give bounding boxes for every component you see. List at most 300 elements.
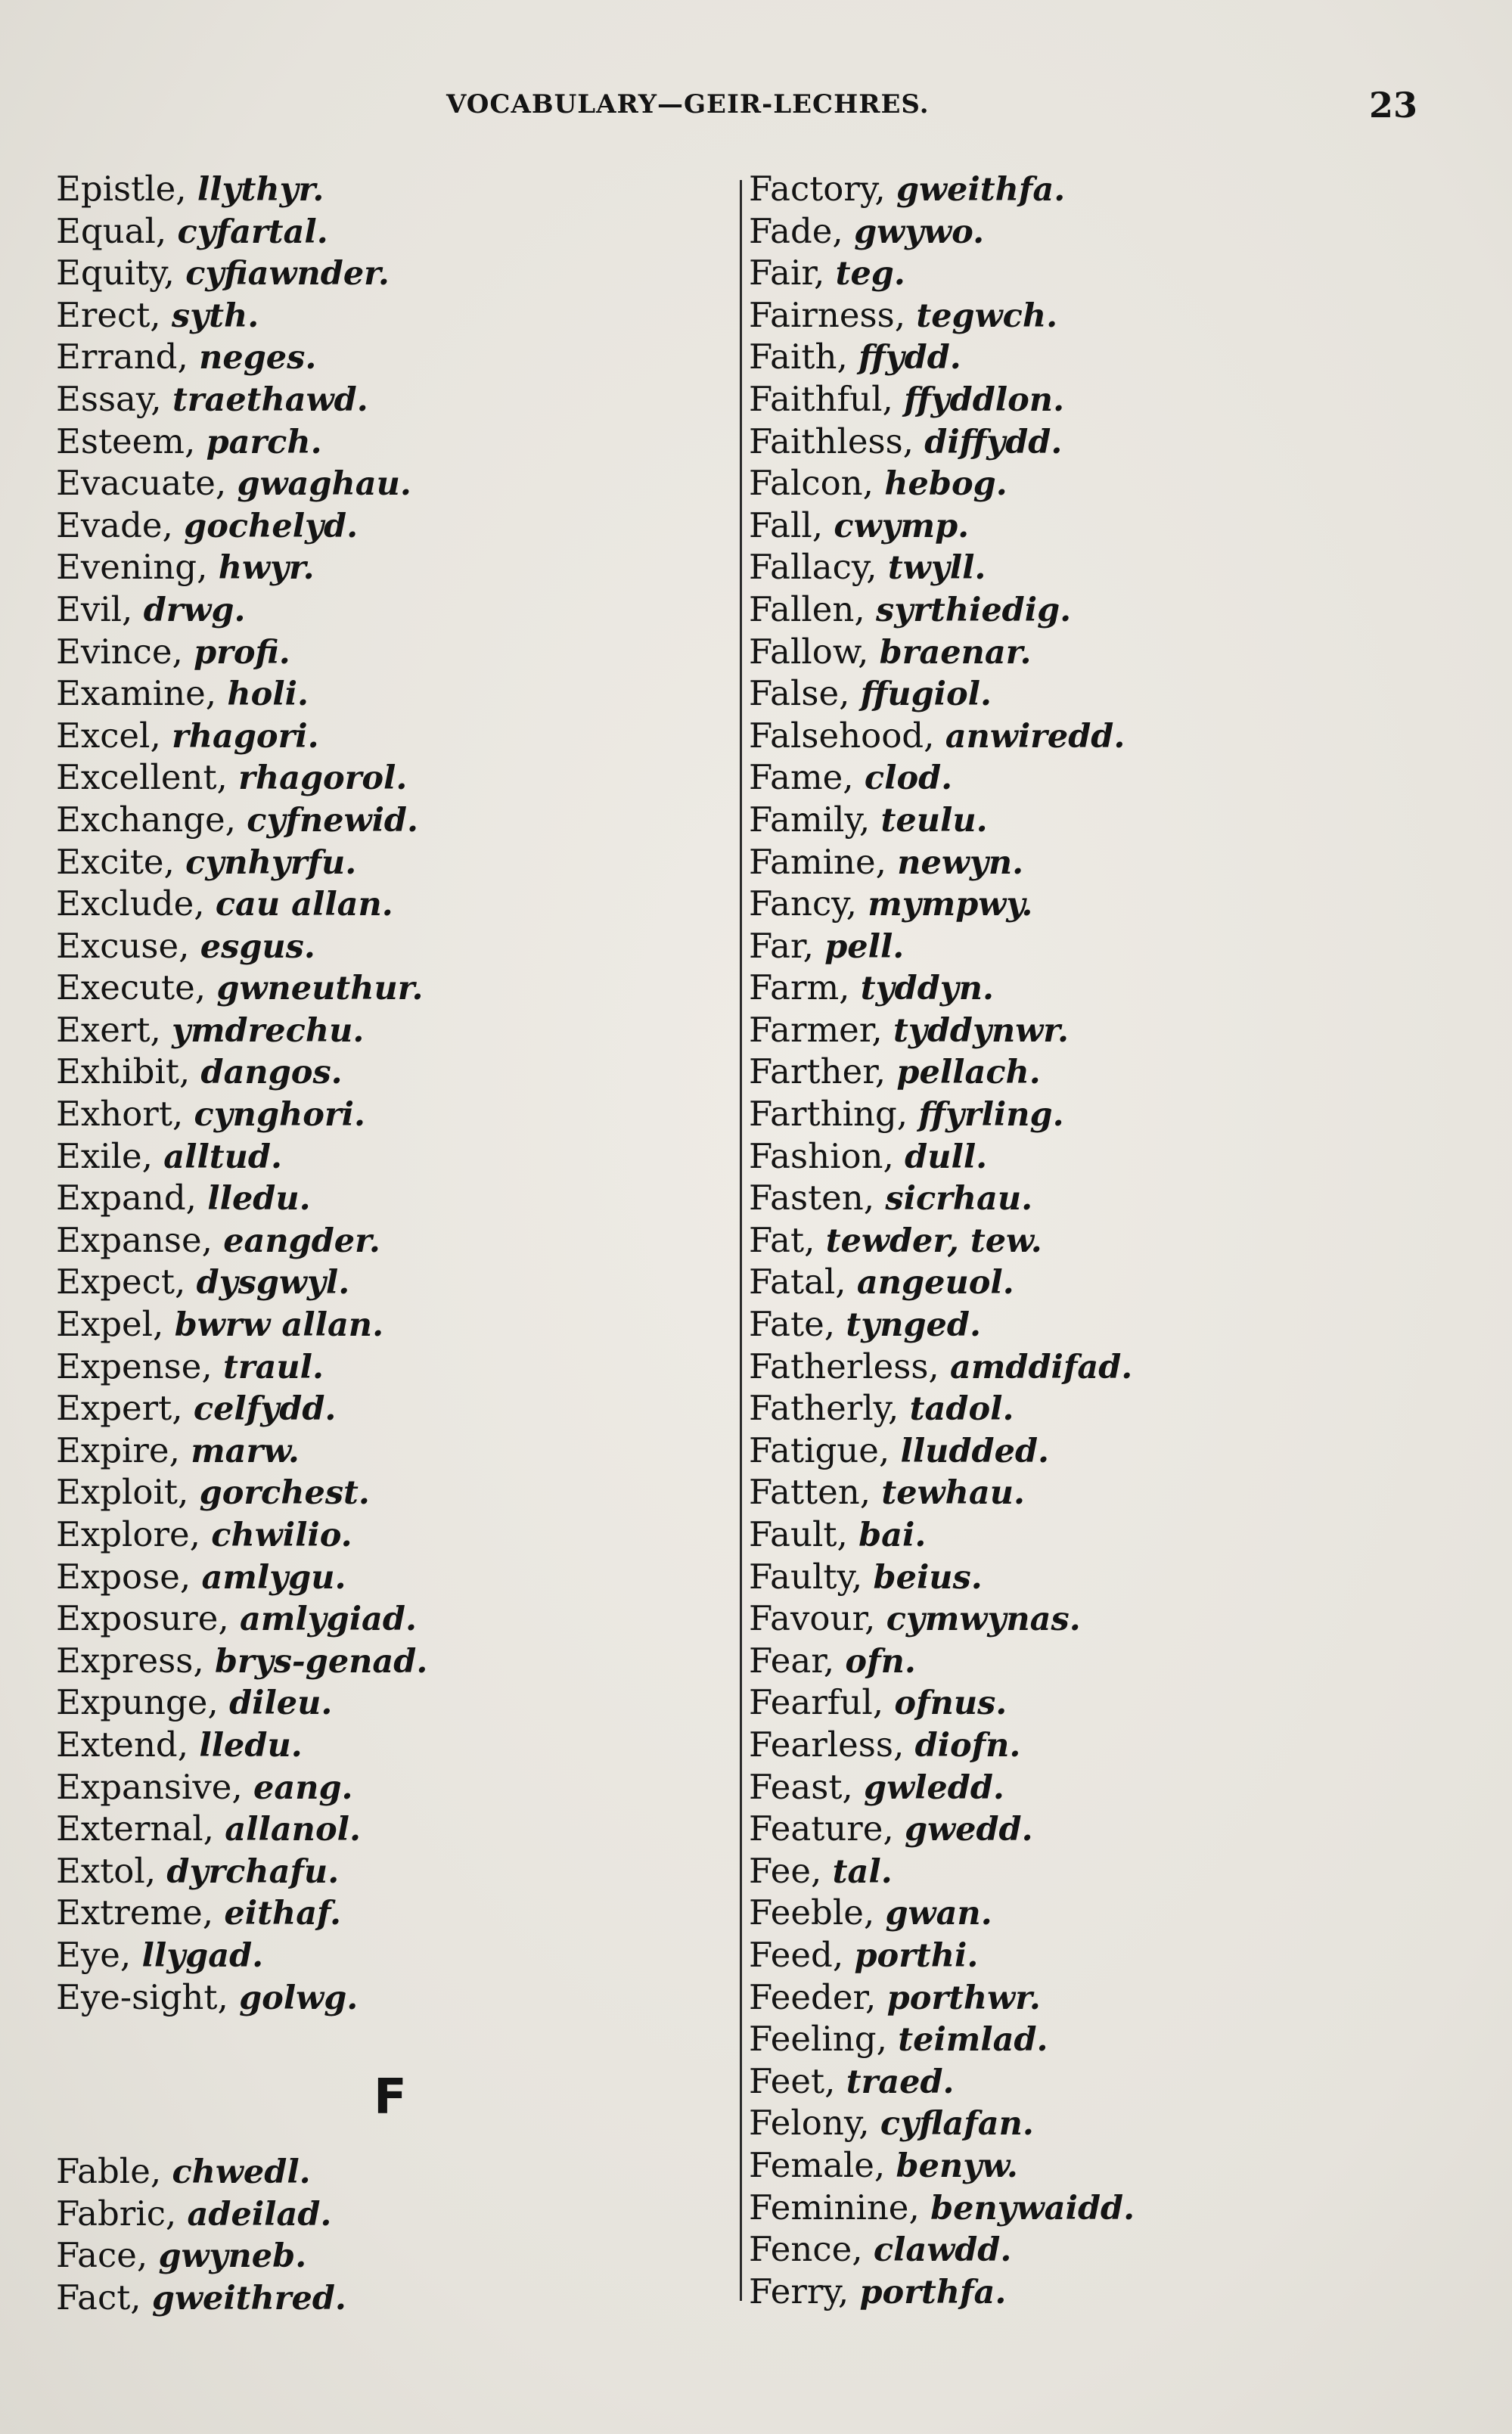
english-word: Feet, — [749, 2060, 836, 2101]
welsh-translation: cynghori. — [194, 1096, 365, 1135]
welsh-translation: adeilad. — [187, 2195, 332, 2234]
welsh-translation: golwg. — [239, 1979, 359, 2017]
welsh-translation: cau allan. — [215, 886, 393, 924]
welsh-translation: dyrchafu. — [166, 1852, 340, 1891]
welsh-translation: eithaf. — [224, 1895, 341, 1933]
english-word: Exploit, — [56, 1472, 189, 1513]
vocabulary-entry — [56, 1681, 427, 1724]
welsh-translation: amlygiad. — [239, 1600, 417, 1639]
vocabulary-entry — [56, 1892, 427, 1934]
welsh-translation: chwilio. — [211, 1517, 352, 1554]
english-word: Excellent, — [56, 757, 228, 798]
welsh-translation: dangos. — [200, 1054, 343, 1092]
vocabulary-entry — [749, 462, 1135, 504]
welsh-translation: marw. — [191, 1432, 300, 1470]
welsh-translation: ffyrling. — [918, 1096, 1064, 1135]
vocabulary-entry — [56, 546, 427, 588]
english-word: Fairness, — [749, 294, 906, 335]
english-word: Fashion, — [749, 1135, 894, 1176]
english-word: Evade, — [56, 504, 173, 545]
welsh-translation: llythyr. — [197, 171, 324, 209]
english-word: Farther, — [749, 1051, 886, 1092]
welsh-translation: lledu. — [199, 1726, 303, 1765]
welsh-translation: tewder, tew. — [825, 1222, 1042, 1260]
welsh-translation: tewhau. — [881, 1474, 1026, 1513]
welsh-translation: amddifad. — [950, 1348, 1133, 1386]
welsh-translation: gorchest. — [199, 1474, 370, 1513]
welsh-translation: lledu. — [207, 1180, 311, 1219]
welsh-translation: eangder. — [223, 1222, 380, 1260]
vocabulary-entry — [749, 1135, 1135, 1178]
welsh-translation: brys-genad. — [214, 1642, 428, 1681]
english-word: Fear, — [749, 1640, 835, 1681]
english-word: Explore, — [56, 1514, 200, 1554]
vocabulary-entry — [56, 715, 427, 757]
welsh-translation: gwaghau. — [237, 465, 411, 504]
english-word: Evil, — [56, 588, 133, 629]
welsh-translation: syrthiedig. — [876, 591, 1072, 629]
welsh-translation: tadol. — [909, 1390, 1014, 1429]
welsh-translation: sicrhau. — [885, 1180, 1033, 1219]
vocabulary-entry — [56, 1219, 427, 1262]
english-word: Face, — [56, 2235, 148, 2276]
vocabulary-entry — [56, 504, 427, 547]
welsh-translation: ofnus. — [894, 1684, 1007, 1723]
vocabulary-entry — [749, 2271, 1135, 2313]
welsh-translation: celfydd. — [193, 1390, 337, 1429]
english-word: Ferry, — [749, 2271, 849, 2311]
section-gap — [56, 2135, 427, 2150]
english-word: Expect, — [56, 1262, 186, 1302]
welsh-translation: diffydd. — [924, 423, 1063, 461]
welsh-translation: hebog. — [884, 465, 1007, 504]
welsh-translation: llygad. — [141, 1936, 264, 1975]
welsh-translation: rhagorol. — [238, 759, 408, 798]
welsh-translation: cyfartal. — [177, 213, 328, 251]
english-word: Fabric, — [56, 2193, 177, 2234]
english-word: Fasten, — [749, 1178, 875, 1219]
english-word: Feature, — [749, 1808, 894, 1849]
welsh-translation: dysgwyl. — [196, 1264, 350, 1302]
vocabulary-entry — [749, 210, 1135, 253]
vocabulary-entry — [749, 1681, 1135, 1724]
vocabulary-entry — [749, 1724, 1135, 1766]
english-word: Feast, — [749, 1766, 853, 1807]
english-word: External, — [56, 1808, 214, 1849]
english-word: Favour, — [749, 1598, 876, 1639]
vocabulary-entry — [56, 1808, 427, 1850]
welsh-translation: traul. — [223, 1348, 324, 1386]
vocabulary-entry — [749, 588, 1135, 631]
welsh-translation: benyw. — [896, 2147, 1018, 2185]
vocabulary-entry — [749, 1850, 1135, 1892]
vocabulary-entry — [56, 1597, 427, 1640]
vocabulary-entry — [56, 1934, 427, 1976]
running-header: VOCABULARY—GEIR-LECHRES. — [446, 89, 930, 120]
english-word: Farm, — [749, 967, 850, 1008]
welsh-translation: cynhyrfu. — [185, 843, 357, 882]
vocabulary-entry — [56, 378, 427, 421]
english-word: Evening, — [56, 547, 208, 588]
english-word: Excel, — [56, 715, 161, 756]
vocabulary-entry — [56, 2234, 427, 2277]
english-word: Felony, — [749, 2103, 870, 2144]
right-column — [749, 168, 1135, 2312]
english-word: Fearful, — [749, 1682, 884, 1723]
vocabulary-entry — [749, 504, 1135, 547]
vocabulary-entry — [56, 756, 427, 799]
english-word: Esteem, — [56, 421, 196, 461]
vocabulary-entry — [749, 421, 1135, 463]
english-word: Famine, — [749, 841, 886, 882]
welsh-translation: teulu. — [880, 801, 988, 840]
vocabulary-entry — [749, 546, 1135, 588]
vocabulary-entry — [56, 252, 427, 294]
vocabulary-entry — [749, 2102, 1135, 2144]
vocabulary-entry — [749, 799, 1135, 841]
english-word: Feed, — [749, 1934, 844, 1975]
english-word: Fat, — [749, 1219, 815, 1260]
english-word: Fence, — [749, 2229, 863, 2270]
vocabulary-entry — [56, 1471, 427, 1513]
vocabulary-entry — [749, 1766, 1135, 1808]
english-word: Farthing, — [749, 1094, 908, 1135]
welsh-translation: profi. — [194, 633, 290, 672]
english-word: Excite, — [56, 841, 175, 882]
english-word: Expel, — [56, 1304, 164, 1345]
vocabulary-entry — [749, 2228, 1135, 2271]
english-word: Factory, — [749, 169, 886, 209]
vocabulary-entry — [56, 1009, 427, 1051]
vocabulary-entry — [749, 1892, 1135, 1934]
welsh-translation: teg. — [835, 255, 905, 293]
english-word: Fate, — [749, 1304, 836, 1345]
welsh-translation: ffugiol. — [860, 675, 992, 714]
vocabulary-entry — [56, 1387, 427, 1430]
welsh-translation: bai. — [858, 1517, 927, 1554]
english-word: Eye, — [56, 1934, 132, 1975]
english-word: Fact, — [56, 2277, 141, 2318]
welsh-translation: neges. — [199, 339, 317, 377]
english-word: Excuse, — [56, 925, 190, 966]
english-word: Fatten, — [749, 1472, 871, 1513]
vocabulary-entry — [56, 1051, 427, 1093]
vocabulary-entry — [749, 883, 1135, 925]
english-word: Equity, — [56, 253, 175, 293]
english-word: Fallow, — [749, 631, 869, 672]
section-gap — [56, 2018, 427, 2060]
vocabulary-entry — [749, 1934, 1135, 1976]
vocabulary-entry — [56, 1724, 427, 1766]
column-divider — [740, 180, 742, 2301]
vocabulary-entry — [749, 1640, 1135, 1682]
welsh-translation: syth. — [171, 296, 259, 335]
section-letter: F — [374, 2069, 407, 2126]
vocabulary-entry — [749, 967, 1135, 1009]
english-word: Expire, — [56, 1430, 180, 1470]
english-word: Exhort, — [56, 1094, 184, 1135]
welsh-translation: gwyneb. — [158, 2237, 307, 2276]
english-word: Expose, — [56, 1556, 191, 1597]
welsh-translation: clod. — [864, 759, 953, 798]
vocabulary-entry — [749, 1976, 1135, 2019]
vocabulary-entry — [56, 1135, 427, 1178]
welsh-translation: pell. — [824, 927, 905, 966]
vocabulary-entry — [56, 925, 427, 967]
welsh-translation: holi. — [227, 675, 309, 714]
english-word: Exhibit, — [56, 1051, 191, 1092]
english-word: Expert, — [56, 1388, 183, 1429]
english-word: Fancy, — [749, 883, 857, 924]
welsh-translation: diofn. — [914, 1726, 1021, 1765]
english-word: Fame, — [749, 757, 854, 798]
vocabulary-entry — [749, 1303, 1135, 1346]
page-number: 23 — [1369, 85, 1418, 126]
welsh-translation: bwrw allan. — [174, 1306, 384, 1345]
english-word: Faith, — [749, 337, 848, 377]
vocabulary-entry — [56, 2277, 427, 2319]
english-word: Faulty, — [749, 1556, 863, 1597]
english-word: Exchange, — [56, 799, 236, 840]
vocabulary-entry — [56, 1976, 427, 2019]
vocabulary-entry — [749, 252, 1135, 294]
english-word: Examine, — [56, 673, 217, 714]
english-word: Feeling, — [749, 2019, 887, 2060]
vocabulary-entry — [56, 1766, 427, 1808]
welsh-translation: gwneuthur. — [216, 970, 424, 1008]
welsh-translation: gweithfa. — [896, 171, 1066, 209]
vocabulary-entry — [749, 294, 1135, 337]
english-word: Erect, — [56, 294, 161, 335]
vocabulary-entry — [749, 841, 1135, 883]
vocabulary-entry — [56, 210, 427, 253]
vocabulary-entry — [749, 336, 1135, 378]
vocabulary-entry — [749, 168, 1135, 210]
english-word: Epistle, — [56, 169, 187, 209]
welsh-translation: clawdd. — [873, 2231, 1012, 2270]
vocabulary-entry — [56, 2193, 427, 2235]
english-word: Exile, — [56, 1135, 153, 1176]
welsh-translation: parch. — [206, 423, 322, 461]
vocabulary-entry — [56, 1640, 427, 1682]
vocabulary-entry — [56, 967, 427, 1009]
welsh-translation: drwg. — [143, 591, 246, 629]
welsh-translation: amlygu. — [201, 1558, 346, 1597]
english-word: Faithless, — [749, 421, 914, 461]
english-word: Falcon, — [749, 463, 874, 504]
welsh-translation: gwledd. — [864, 1768, 1004, 1807]
english-word: Evince, — [56, 631, 183, 672]
vocabulary-entry — [56, 588, 427, 631]
english-word: Expense, — [56, 1346, 213, 1386]
vocabulary-entry — [56, 1346, 427, 1388]
welsh-translation: newyn. — [897, 843, 1024, 882]
welsh-translation: rhagori. — [172, 717, 319, 756]
welsh-translation: cyfnewid. — [247, 801, 418, 840]
english-word: Eye-sight, — [56, 1976, 228, 2017]
english-word: Fable, — [56, 2151, 162, 2192]
welsh-translation: ffydd. — [858, 339, 961, 377]
welsh-translation: pellach. — [896, 1054, 1041, 1092]
english-word: False, — [749, 673, 850, 714]
vocabulary-entry — [56, 294, 427, 337]
welsh-translation: tal. — [832, 1852, 893, 1891]
english-word: Exert, — [56, 1009, 161, 1050]
vocabulary-entry — [56, 1261, 427, 1303]
english-word: Extend, — [56, 1724, 189, 1765]
english-word: Execute, — [56, 967, 206, 1008]
welsh-translation: beius. — [873, 1558, 983, 1597]
english-word: Expansive, — [56, 1766, 243, 1807]
welsh-translation: esgus. — [200, 927, 315, 966]
vocabulary-entry — [749, 1009, 1135, 1051]
welsh-translation: ymdrechu. — [172, 1011, 365, 1050]
welsh-translation: cymwynas. — [886, 1600, 1081, 1639]
welsh-translation: traethawd. — [172, 380, 368, 419]
english-word: Falsehood, — [749, 715, 935, 756]
vocabulary-entry — [749, 1177, 1135, 1219]
english-word: Fearless, — [749, 1724, 905, 1765]
vocabulary-entry — [56, 336, 427, 378]
welsh-translation: gwedd. — [905, 1811, 1033, 1849]
english-word: Feeble, — [749, 1892, 875, 1933]
vocabulary-entry — [749, 1387, 1135, 1430]
vocabulary-entry — [749, 1556, 1135, 1598]
vocabulary-entry — [749, 2187, 1135, 2229]
welsh-translation: teimlad. — [898, 2021, 1048, 2060]
english-word: Exposure, — [56, 1598, 229, 1639]
english-word: Errand, — [56, 337, 188, 377]
vocabulary-entry — [749, 631, 1135, 673]
welsh-translation: ofn. — [845, 1642, 916, 1681]
welsh-translation: braenar. — [879, 633, 1032, 672]
vocabulary-entry — [56, 1513, 427, 1556]
welsh-translation: eang. — [253, 1768, 353, 1807]
vocabulary-entry — [56, 168, 427, 210]
vocabulary-entry — [56, 799, 427, 841]
welsh-translation: porthwr. — [886, 1979, 1041, 2017]
vocabulary-entry — [749, 1261, 1135, 1303]
english-word: Fee, — [749, 1850, 822, 1891]
vocabulary-entry — [749, 1093, 1135, 1135]
english-word: Fatigue, — [749, 1430, 890, 1470]
welsh-translation: cwymp. — [834, 507, 970, 545]
welsh-translation: tynged. — [846, 1306, 981, 1345]
vocabulary-entry — [56, 631, 427, 673]
welsh-translation: porthfa. — [859, 2273, 1007, 2311]
welsh-translation: lludded. — [900, 1432, 1049, 1470]
vocabulary-entry — [56, 1303, 427, 1346]
english-word: Female, — [749, 2144, 886, 2185]
vocabulary-entry — [749, 1808, 1135, 1850]
vocabulary-entry — [749, 715, 1135, 757]
english-word: Faithful, — [749, 378, 893, 419]
vocabulary-entry — [749, 2060, 1135, 2103]
vocabulary-entry — [56, 462, 427, 504]
english-word: Fallen, — [749, 588, 865, 629]
english-word: Feminine, — [749, 2187, 920, 2228]
english-word: Fatal, — [749, 1262, 846, 1302]
welsh-translation: angeuol. — [856, 1264, 1014, 1302]
welsh-translation: mympwy. — [868, 886, 1033, 924]
english-word: Evacuate, — [56, 463, 227, 504]
welsh-translation: gweithred. — [151, 2279, 346, 2318]
vocabulary-entry — [749, 1346, 1135, 1388]
welsh-translation: benywaidd. — [930, 2189, 1135, 2228]
vocabulary-entry — [749, 1597, 1135, 1640]
welsh-translation: cyflafan. — [880, 2105, 1034, 2144]
welsh-translation: twyll. — [887, 549, 986, 588]
english-word: Family, — [749, 799, 871, 840]
vocabulary-entry — [749, 1051, 1135, 1093]
english-word: Extol, — [56, 1850, 157, 1891]
vocabulary-entry — [56, 1850, 427, 1892]
english-word: Fall, — [749, 504, 824, 545]
welsh-translation: gwan. — [885, 1895, 992, 1933]
english-word: Express, — [56, 1640, 204, 1681]
vocabulary-entry — [749, 756, 1135, 799]
vocabulary-entry — [56, 1177, 427, 1219]
welsh-translation: dull. — [905, 1138, 988, 1176]
vocabulary-entry — [749, 2144, 1135, 2187]
welsh-translation: porthi. — [854, 1936, 979, 1975]
english-word: Expunge, — [56, 1682, 219, 1723]
welsh-translation: tyddyn. — [860, 970, 994, 1008]
vocabulary-entry — [56, 1556, 427, 1598]
vocabulary-entry — [749, 378, 1135, 421]
english-word: Extreme, — [56, 1892, 214, 1933]
english-word: Fatherly, — [749, 1388, 899, 1429]
vocabulary-entry — [749, 672, 1135, 715]
english-word: Exclude, — [56, 883, 205, 924]
english-word: Expanse, — [56, 1219, 213, 1260]
welsh-translation: gwywo. — [854, 213, 985, 251]
vocabulary-entry — [749, 2018, 1135, 2060]
welsh-translation: cyfiawnder. — [185, 255, 390, 293]
vocabulary-entry — [56, 2150, 427, 2193]
english-word: Essay, — [56, 378, 162, 419]
welsh-translation: alltud. — [163, 1138, 282, 1176]
welsh-translation: anwiredd. — [945, 717, 1125, 756]
left-column — [56, 168, 427, 2319]
vocabulary-entry — [749, 1219, 1135, 1262]
welsh-translation: dileu. — [229, 1684, 333, 1723]
vocabulary-entry — [56, 1093, 427, 1135]
english-word: Equal, — [56, 210, 167, 251]
vocabulary-entry — [56, 841, 427, 883]
vocabulary-entry — [56, 1430, 427, 1472]
vocabulary-entry — [56, 421, 427, 463]
welsh-translation: chwedl. — [172, 2153, 311, 2192]
welsh-translation: allanol. — [225, 1811, 361, 1849]
welsh-translation: hwyr. — [218, 549, 315, 588]
english-word: Fade, — [749, 210, 843, 251]
english-word: Far, — [749, 925, 814, 966]
welsh-translation: tyddynwr. — [893, 1011, 1069, 1050]
english-word: Expand, — [56, 1178, 197, 1219]
welsh-translation: gochelyd. — [184, 507, 359, 545]
vocabulary-entry — [56, 883, 427, 925]
english-word: Fault, — [749, 1514, 848, 1554]
welsh-translation: ffyddlon. — [904, 380, 1065, 419]
vocabulary-entry — [749, 925, 1135, 967]
vocabulary-entry — [749, 1513, 1135, 1556]
welsh-translation: tegwch. — [916, 296, 1058, 335]
vocabulary-entry — [749, 1430, 1135, 1472]
english-word: Farmer, — [749, 1009, 883, 1050]
english-word: Fatherless, — [749, 1346, 939, 1386]
vocabulary-entry — [56, 672, 427, 715]
